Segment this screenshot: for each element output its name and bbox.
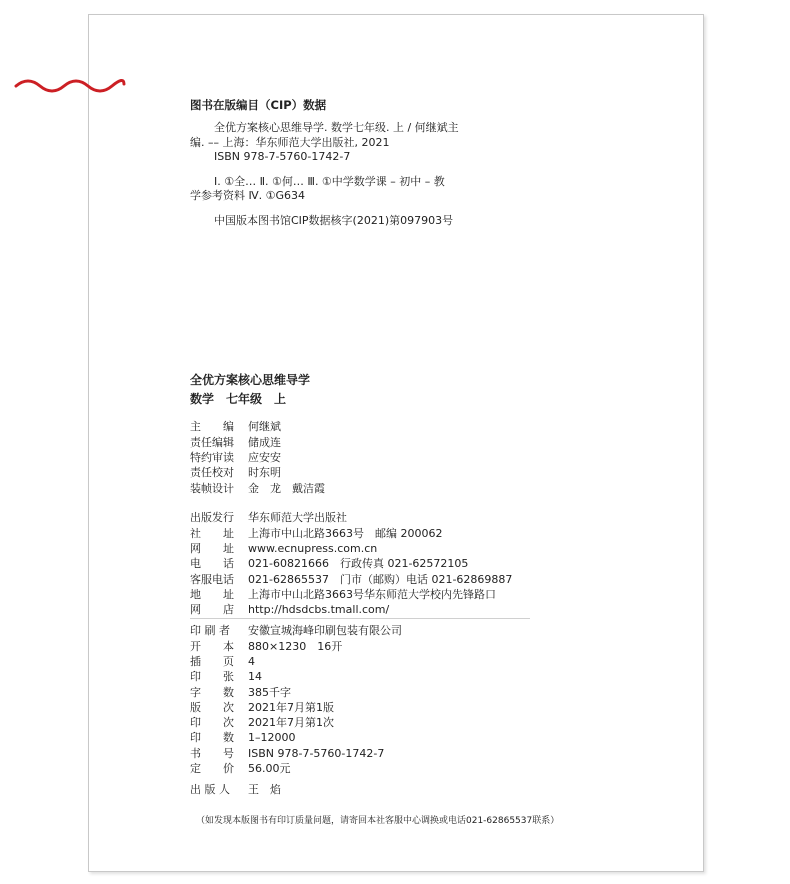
list-item [190,762,402,777]
list-item [190,557,512,572]
field-label: 版 次 [190,700,234,714]
field-value: 何继斌 [248,420,281,434]
list-item [190,587,512,602]
field-label: 定 价 [190,762,234,776]
book-subtitle: 数学 七年级 上 [190,392,287,406]
cip-line: 学参考资料 Ⅳ. ①G634 [190,189,306,202]
field-value: 时东明 [248,466,281,480]
divider [190,618,530,619]
field-value: 021-62865537 门市（邮购）电话 021-62869887 [248,572,513,586]
cip-line: Ⅰ. ①全… Ⅱ. ①何… Ⅲ. ①中学数学课 – 初中 – 教 [214,174,445,188]
field-label: 客服电话 [190,572,234,586]
list-item [190,624,402,639]
field-label: 印 张 [190,670,234,684]
printing-info [190,624,402,777]
field-label: 主 编 [190,420,234,434]
cip-number: 中国版本图书馆CIP数据核字(2021)第097903号 [214,213,454,227]
list-item [190,731,402,746]
field-value: 上海市中山北路3663号 邮编 200062 [248,526,443,540]
field-label: 印 刷 者 [190,624,230,638]
list-item [190,639,402,654]
field-label: 开 本 [190,639,234,653]
list-item [190,435,325,450]
field-label: 责任编辑 [190,435,234,449]
field-value: ISBN 978-7-5760-1742-7 [248,746,385,760]
publisher-line [190,783,281,798]
website-link[interactable]: www.ecnupress.com.cn [248,541,378,555]
cip-isbn: ISBN 978-7-5760-1742-7 [214,150,351,163]
cip-line: 全优方案核心思维导学. 数学七年级. 上 / 何继斌主 [214,121,459,134]
list-item [190,420,325,435]
list-item [190,603,512,618]
field-value: 应安安 [248,450,281,464]
field-label: 字 数 [190,685,234,699]
field-label: 特约审读 [190,450,234,464]
field-label: 网 址 [190,541,234,555]
field-label: 插 页 [190,654,234,668]
field-label: 责任校对 [190,466,234,480]
list-item [190,466,325,481]
list-item [190,511,512,526]
field-label: 印 数 [190,731,234,745]
field-value: 14 [248,670,262,684]
field-value: 金 龙 戴洁霞 [248,481,325,495]
list-item [190,542,512,557]
list-item [190,670,402,685]
field-label: 出版发行 [190,511,234,525]
field-label: 书 号 [190,746,234,760]
list-item [190,481,325,496]
shop-link[interactable]: http://hdsdcbs.tmall.com/ [248,603,390,617]
field-label: 电 话 [190,557,234,571]
book-title: 全优方案核心思维导学 [190,373,311,387]
quality-note: （如发现本版图书有印订质量问题，请寄回本社客服中心调换或电话021-62865537联系） [196,816,560,826]
list-item [190,655,402,670]
field-label: 地 址 [190,587,234,601]
red-wave-mark [14,76,126,96]
field-value: 安徽宣城海峰印刷包装有限公司 [248,624,402,638]
list-item [190,572,512,587]
field-value: 880×1230 16开 [248,639,343,653]
field-value: 021-60821666 行政传真 021-62572105 [248,557,469,571]
field-label: 印 次 [190,716,234,730]
field-label: 网 店 [190,603,234,617]
field-value: 储成连 [248,435,281,449]
field-value: 2021年7月第1版 [248,700,334,714]
staff-list [190,420,325,496]
list-item [190,526,512,541]
list-item [190,700,402,715]
field-value: 385千字 [248,685,291,699]
field-label: 装帧设计 [190,481,234,495]
list-item [190,746,402,761]
cip-record [190,121,490,228]
list-item [190,685,402,700]
list-item [190,451,325,466]
field-value: 56.00元 [248,762,291,776]
field-value: 华东师范大学出版社 [248,511,347,525]
field-value: 2021年7月第1次 [248,716,334,730]
list-item [190,716,402,731]
field-value: 王 焰 [248,783,281,797]
cip-heading: 图书在版编目（CIP）数据 [190,98,327,112]
cip-line: 编. –– 上海：华东师范大学出版社, 2021 [190,135,390,149]
field-value: 4 [248,654,255,668]
field-value: 上海市中山北路3663号华东师范大学校内先锋路口 [248,587,496,601]
field-label: 出 版 人 [190,783,230,797]
publishing-info [190,511,512,618]
field-label: 社 址 [190,526,234,540]
field-value: 1–12000 [248,731,296,745]
